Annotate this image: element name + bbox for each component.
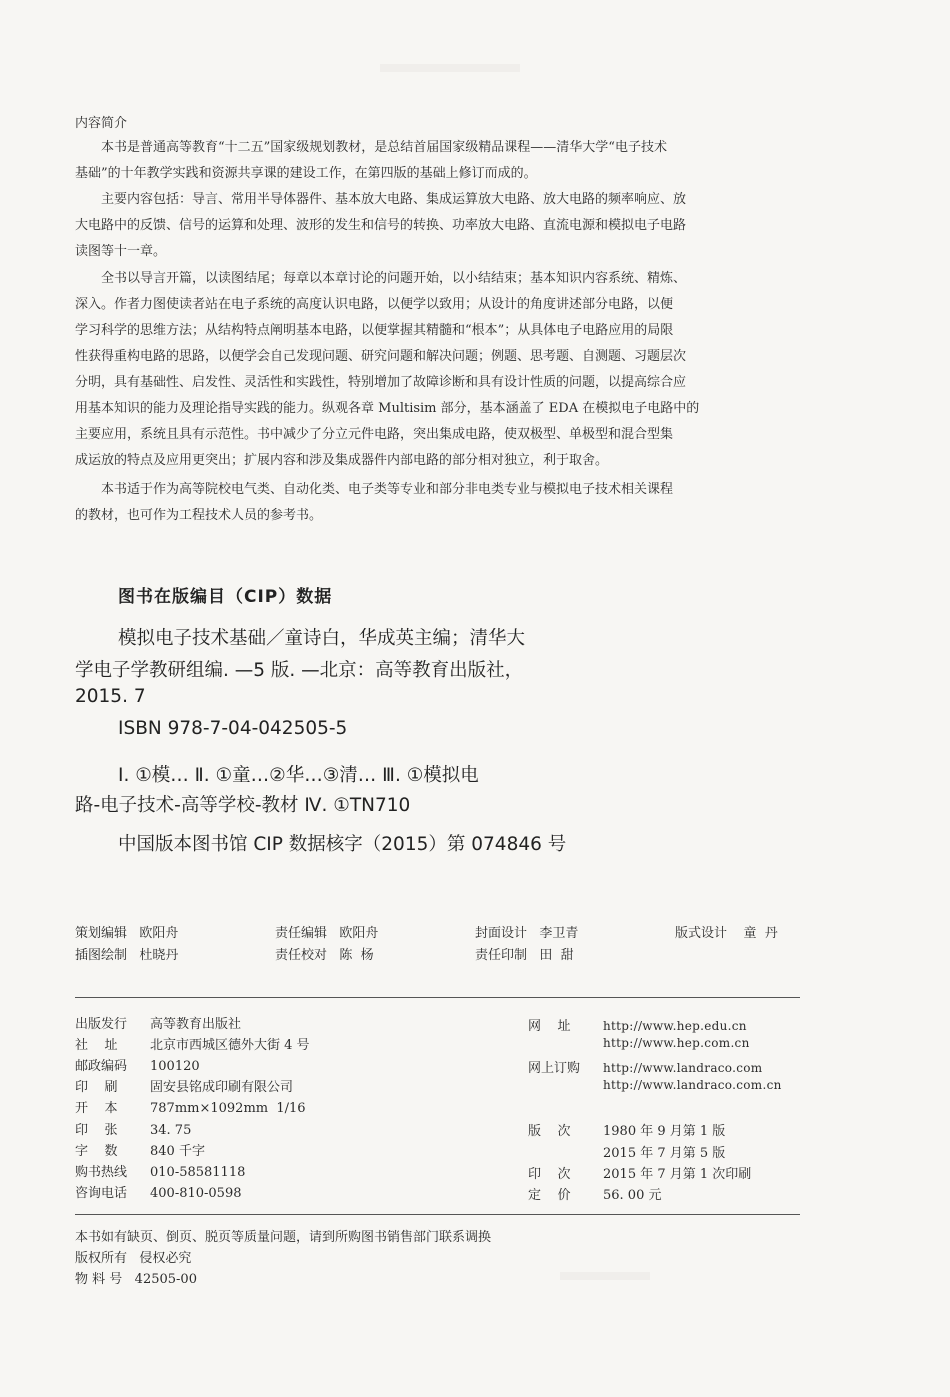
staff-label: 封面设计 — [475, 926, 528, 941]
text-line: 分明，具有基础性、启发性、灵活性和实践性，特别增加了故障诊断和具有设计性质的问题，以提高综合应 — [75, 375, 687, 390]
pub-value: 787mm×1092mm 1/16 — [150, 1101, 306, 1116]
pub-value: 北京市西城区德外大街 4 号 — [150, 1038, 310, 1053]
pub-edition-2 — [603, 1142, 725, 1161]
staff-label: 责任编辑 — [275, 926, 328, 941]
footer-label: 版权所有 — [75, 1251, 128, 1266]
bleed-through-top — [380, 64, 520, 72]
intro-paragraph-2 — [75, 187, 806, 265]
pub-words — [75, 1140, 205, 1159]
pub-online-order-2 — [603, 1078, 782, 1093]
pub-label: 开 本 — [75, 1101, 118, 1116]
pub-value: 100120 — [150, 1059, 200, 1074]
pub-sheets — [75, 1119, 191, 1138]
staff-layout-design — [675, 922, 778, 941]
cip-line-2: 学电子学教研组编. —5 版. —北京：高等教育出版社， — [75, 660, 524, 681]
pub-value: 2015 年 7 月第 5 版 — [603, 1146, 726, 1161]
staff-label: 版式设计 — [675, 926, 728, 941]
footer-value: 侵权必究 — [139, 1251, 192, 1266]
pub-value: 2015 年 7 月第 1 次印刷 — [603, 1167, 752, 1182]
staff-cover-design — [475, 922, 578, 941]
footer-value: 42505-00 — [134, 1272, 197, 1287]
cip-heading: 图书在版编目（CIP）数据 — [118, 587, 333, 607]
text-line: 学习科学的思维方法；从结构特点阐明基本电路，以便掌握其精髓和“根本”；从具体电子电路应用的局限 — [75, 323, 674, 338]
pub-label: 网上订购 — [528, 1061, 581, 1076]
text-line: 性获得重构电路的思路，以便学会自己发现问题、研究问题和解决问题；例题、思考题、自测题、习题层次 — [75, 349, 687, 364]
pub-label: 出版发行 — [75, 1017, 128, 1032]
text-line: 主要应用，系统且具有示范性。书中减少了分立元件电路，突出集成电路，使双极型、单极型和混合型集 — [75, 427, 674, 442]
pub-printing — [528, 1163, 751, 1182]
intro-paragraph-4 — [75, 477, 806, 529]
bleed-through-bottom — [560, 1272, 650, 1280]
pub-postcode — [75, 1055, 200, 1074]
staff-value: 李卫青 — [539, 926, 579, 941]
divider — [75, 1214, 800, 1215]
pub-edition — [528, 1120, 725, 1139]
staff-value: 田 甜 — [539, 948, 574, 963]
pub-label: 版 次 — [528, 1124, 571, 1139]
text-line: 主要内容包括：导言、常用半导体器件、基本放大电路、集成运算放大电路、放大电路的频率响应、放 — [101, 192, 687, 207]
pub-label: 定 价 — [528, 1188, 571, 1203]
pub-value: http://www.hep.com.cn — [603, 1036, 750, 1050]
intro-paragraph-1 — [75, 135, 806, 187]
pub-label: 印 张 — [75, 1123, 118, 1138]
staff-illustration — [75, 944, 178, 963]
text-line: 本书适于作为高等院校电气类、自动化类、电子类等专业和部分非电类专业与模拟电子技术相关课程 — [101, 482, 674, 497]
intro-title: 内容简介 — [75, 116, 128, 131]
pub-value: 840 千字 — [150, 1144, 205, 1159]
pub-value: 高等教育出版社 — [150, 1017, 242, 1032]
staff-value: 杜晓丹 — [139, 948, 179, 963]
pub-label: 字 数 — [75, 1144, 118, 1159]
pub-price — [528, 1184, 661, 1203]
staff-label: 责任校对 — [275, 948, 328, 963]
cip-record-number: 中国版本图书馆 CIP 数据核字（2015）第 074846 号 — [118, 834, 567, 855]
staff-proofreader — [275, 944, 374, 963]
pub-website-2 — [603, 1036, 750, 1051]
text-line: 用基本知识的能力及理论指导实践的能力。纵观各章 Multisim 部分，基本涵盖了 EDA 在模拟电子电路中的 — [75, 401, 700, 416]
pub-value: http://www.landraco.com — [603, 1061, 763, 1075]
pub-value: http://www.landraco.com.cn — [603, 1078, 782, 1092]
pub-consult — [75, 1182, 242, 1201]
pub-value: 34. 75 — [150, 1123, 192, 1138]
pub-online-order — [528, 1057, 762, 1076]
footer-material-number — [75, 1268, 197, 1287]
pub-label: 网 址 — [528, 1019, 571, 1034]
pub-format — [75, 1097, 306, 1116]
text-line: 大电路中的反馈、信号的运算和处理、波形的发生和信号的转换、功率放大电路、直流电源和模拟电子电路 — [75, 218, 687, 233]
staff-label: 策划编辑 — [75, 926, 128, 941]
pub-value: 010-58581118 — [150, 1165, 246, 1180]
divider — [75, 997, 800, 998]
staff-planning-editor — [75, 922, 178, 941]
staff-value: 欧阳舟 — [339, 926, 379, 941]
intro-paragraph-3 — [75, 266, 806, 474]
cip-line-1: 模拟电子技术基础／童诗白，华成英主编；清华大 — [118, 628, 526, 649]
pub-value: 固安县铭成印刷有限公司 — [150, 1080, 294, 1095]
text-line: 全书以导言开篇，以读图结尾；每章以本章讨论的问题开始，以小结结束；基本知识内容系统、精炼、 — [101, 271, 687, 286]
pub-value: 400-810-0598 — [150, 1186, 242, 1201]
pub-website — [528, 1015, 747, 1034]
cip-classification-1: Ⅰ. ①模… Ⅱ. ①童…②华…③清… Ⅲ. ①模拟电 — [118, 765, 479, 786]
staff-print-supervisor — [475, 944, 574, 963]
staff-value: 陈 杨 — [339, 948, 374, 963]
pub-label: 印 次 — [528, 1167, 571, 1182]
pub-value: 56. 00 元 — [603, 1188, 662, 1203]
text-line: 基础”的十年教学实践和资源共享课的建设工作，在第四版的基础上修订而成的。 — [75, 166, 537, 181]
pub-hotline — [75, 1161, 245, 1180]
staff-value: 童 丹 — [743, 926, 778, 941]
cip-line-3: 2015. 7 — [75, 686, 146, 707]
text-line: 本书是普通高等教育“十二五”国家级规划教材，是总结首届国家级精品课程——清华大学“电子技术 — [101, 140, 667, 155]
pub-address — [75, 1034, 310, 1053]
staff-responsible-editor — [275, 922, 378, 941]
staff-label: 插图绘制 — [75, 948, 128, 963]
pub-value: http://www.hep.edu.cn — [603, 1019, 747, 1033]
staff-label: 责任印制 — [475, 948, 528, 963]
pub-publisher — [75, 1013, 241, 1032]
footer-notice: 本书如有缺页、倒页、脱页等质量问题，请到所购图书销售部门联系调换 — [75, 1230, 492, 1245]
text-line: 深入。作者力图使读者站在电子系统的高度认识电路，以便学以致用；从设计的角度讲述部分电路，以便 — [75, 297, 674, 312]
pub-value: 1980 年 9 月第 1 版 — [603, 1124, 726, 1139]
footer-label: 物 料 号 — [75, 1272, 123, 1287]
cip-classification-2: 路-电子技术-高等学校-教材 Ⅳ. ①TN710 — [75, 795, 411, 816]
text-line: 成运放的特点及应用更突出；扩展内容和涉及集成器件内部电路的部分相对独立，利于取舍。 — [75, 453, 609, 468]
staff-value: 欧阳舟 — [139, 926, 179, 941]
text-line: 的教材，也可作为工程技术人员的参考书。 — [75, 508, 323, 523]
pub-printer — [75, 1076, 293, 1095]
text-line: 读图等十一章。 — [75, 244, 167, 259]
pub-label: 印 刷 — [75, 1080, 118, 1095]
pub-label: 社 址 — [75, 1038, 118, 1053]
pub-label: 购书热线 — [75, 1165, 128, 1180]
pub-label: 咨询电话 — [75, 1186, 128, 1201]
pub-label: 邮政编码 — [75, 1059, 128, 1074]
footer-copyright — [75, 1247, 191, 1266]
cip-isbn: ISBN 978-7-04-042505-5 — [118, 718, 348, 739]
